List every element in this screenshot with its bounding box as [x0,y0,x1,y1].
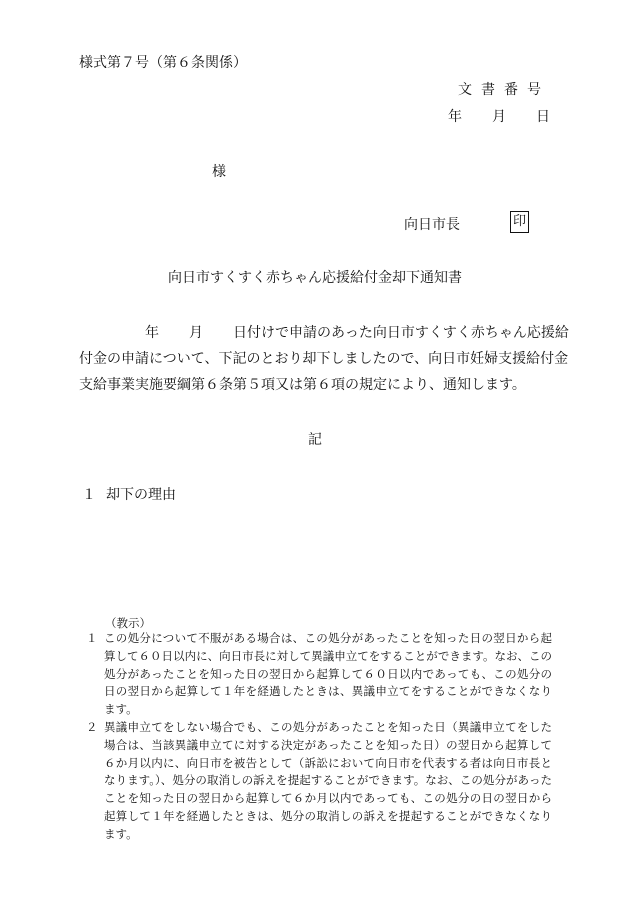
notice-item [82,630,552,719]
ki-heading: 記 [308,432,322,448]
notice-item-text: 異議申立てをしない場合でも、この処分があったことを知った日（異議申立てをした場合は、当該異議申立てに対する決定があったことを知った日）の翌日から起算して６か月以内に、向日市を被告として（訴訟において向日市を代表する者は向日市長となります。）、処分の取消しの訴えを提起することができます。なお、この処分があったことを知った日の翌日から起算して６か月以内であっても、この処分の日の翌日から起算して１年を経過したときは、処分の取消しの訴えを提起することができなくなります。 [104,719,552,841]
body-line-3: 支給事業実施要綱第６条第５項又は第６項の規定により、通知します。 [79,377,526,393]
notice-item [82,719,552,844]
notice-item-text: この処分について不服がある場合は、この処分があったことを知った日の翌日から起算して６０日以内に、向日市長に対して異議申立てをすることができます。なお、この処分があったことを知った日の翌日から起算して６０日以内であっても、この処分の日の翌日から起算して１年を経過したときは、異議申立てをすることができなくなります。 [104,631,552,717]
reason-label: 却下の理由 [106,487,176,503]
body-line-1 [79,320,569,346]
reason-section [82,484,176,504]
body-line-1-rest: 日付けで申請のあった向日市すくすく赤ちゃん応援給 [233,325,569,341]
body-text [79,320,569,398]
notice-heading: （教示） [105,616,151,630]
body-year: 年 [145,325,159,341]
addressee-suffix: 様 [212,164,226,180]
body-line-2: 付金の申請について、下記のとおり却下しましたので、向日市妊婦支援給付金 [79,351,569,367]
notice-item-number: １ [86,631,98,645]
sender-title: 向日市長 [404,217,460,233]
notice-item-number: ２ [86,719,98,734]
seal-mark: 印 [510,211,529,233]
date-day: 日 [536,109,550,125]
document-title: 向日市すくすく赤ちゃん応援給付金却下通知書 [168,270,462,286]
reason-number: １ [82,487,96,503]
issue-date [448,106,550,126]
document-number: 文書番号 [458,82,550,98]
body-month: 月 [189,325,203,341]
date-month: 月 [492,109,506,125]
notice-list [82,630,552,844]
date-year: 年 [448,109,462,125]
form-number: 様式第７号（第６条関係） [79,55,247,71]
